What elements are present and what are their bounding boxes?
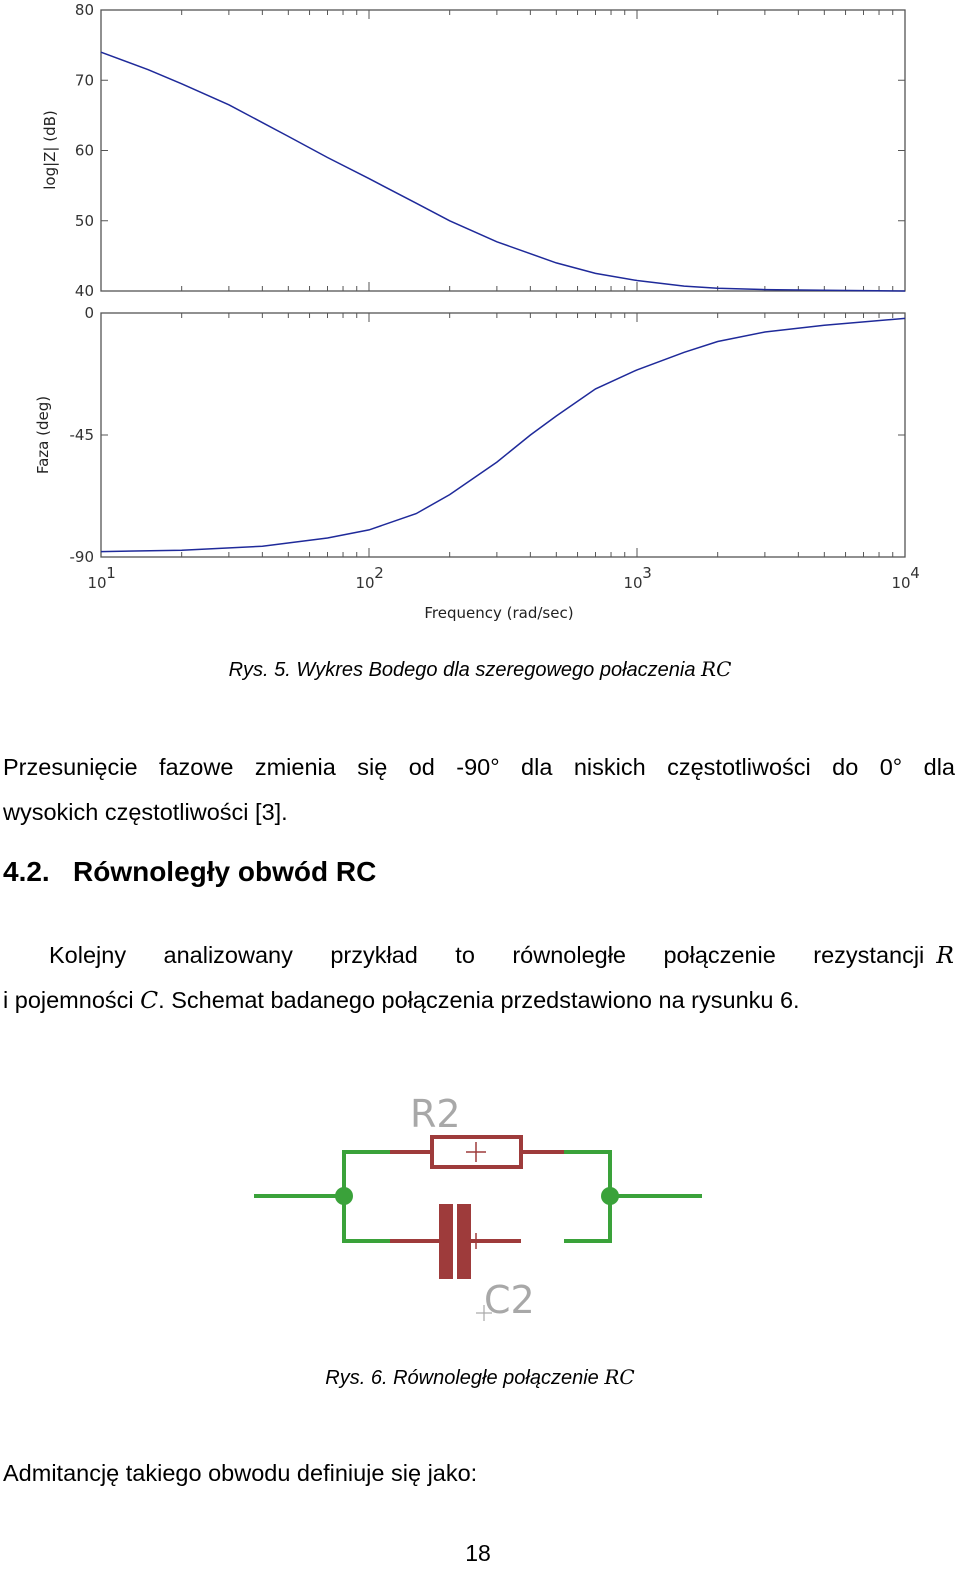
magnitude-plot xyxy=(41,1,905,300)
phase-xtick-label: 10 xyxy=(623,574,643,592)
phase-xtick-label: 10 xyxy=(891,574,911,592)
phase-xtick-exponent: 1 xyxy=(106,564,116,582)
phase-xtick-label: 10 xyxy=(355,574,375,592)
wire-bottom-left xyxy=(344,1196,390,1241)
phase-xtick-exponent: 4 xyxy=(910,564,920,582)
section-heading xyxy=(3,856,376,888)
symbol-r: R xyxy=(936,941,954,969)
bode-plot xyxy=(0,0,960,630)
wire-top-left xyxy=(344,1152,390,1196)
caption-5-math: RC xyxy=(701,657,732,681)
phase-ytick-label: 0 xyxy=(84,304,94,322)
mag-ytick-label: 70 xyxy=(74,71,94,90)
paragraph-parallel-line2 xyxy=(3,978,955,1023)
phase-ytick-label: -90 xyxy=(69,548,94,566)
resistor-label: R2 xyxy=(410,1092,461,1136)
phase-xtick-exponent: 3 xyxy=(642,564,652,582)
symbol-c: C xyxy=(140,986,159,1014)
mag-ytick-label: 50 xyxy=(74,211,94,230)
wire-bottom-right xyxy=(564,1196,610,1241)
node-left xyxy=(335,1187,353,1205)
phase-xlabel: Frequency (rad/sec) xyxy=(424,604,574,622)
caption-6-text: Rys. 6. Równoległe połączenie xyxy=(325,1367,605,1389)
circuit-schematic xyxy=(250,1085,710,1325)
capacitor-label: C2 xyxy=(484,1278,535,1322)
section-number: 4.2. xyxy=(3,856,50,887)
capacitor-plate-left xyxy=(441,1206,451,1277)
caption-5-text: Rys. 5. Wykres Bodego dla szeregowego połaczenia xyxy=(228,659,702,681)
phase-frame xyxy=(101,313,905,557)
paragraph-admittance: Admitancję takiego obwodu definiuje się jako: xyxy=(3,1460,478,1486)
phase-plot xyxy=(34,304,920,622)
paragraph-phase-shift-line2: wysokich częstotliwości [3]. xyxy=(3,799,288,825)
section-title: Równoległy obwód RC xyxy=(73,856,377,887)
figure-caption-6 xyxy=(0,1365,960,1390)
page-number: 18 xyxy=(465,1540,491,1566)
figure-caption-5 xyxy=(0,657,960,682)
caption-6-math: RC xyxy=(604,1365,635,1389)
mag-ytick-label: 80 xyxy=(74,1,94,19)
phase-ytick-label: -45 xyxy=(69,426,94,444)
mag-frame xyxy=(101,10,905,291)
phase-xtick-exponent: 2 xyxy=(374,564,384,582)
phase-ylabel: Faza (deg) xyxy=(34,395,52,475)
components xyxy=(390,1137,564,1277)
paragraph-parallel-line1 xyxy=(49,933,954,978)
phase-xtick-label: 10 xyxy=(87,574,107,592)
paragraph-parallel-line1-text: Kolejny analizowany przykład to równoległe połączenie rezystancji xyxy=(49,942,925,968)
paragraph-parallel-line2-a: i pojemności xyxy=(3,987,141,1013)
capacitor-plate-right xyxy=(459,1206,469,1277)
mag-ytick-label: 60 xyxy=(74,141,94,160)
wire-top-right xyxy=(564,1152,610,1196)
paragraph-phase-shift-line1: Przesunięcie fazowe zmienia się od -90° dla niskich częstotliwości do 0° dla xyxy=(3,754,955,780)
paragraph-parallel-line2-b: . Schemat badanego połączenia przedstawiono na rysunku 6. xyxy=(158,987,800,1013)
mag-ytick-label: 40 xyxy=(74,282,94,300)
mag-ylabel: log|Z| (dB) xyxy=(41,110,59,190)
node-right xyxy=(601,1187,619,1205)
